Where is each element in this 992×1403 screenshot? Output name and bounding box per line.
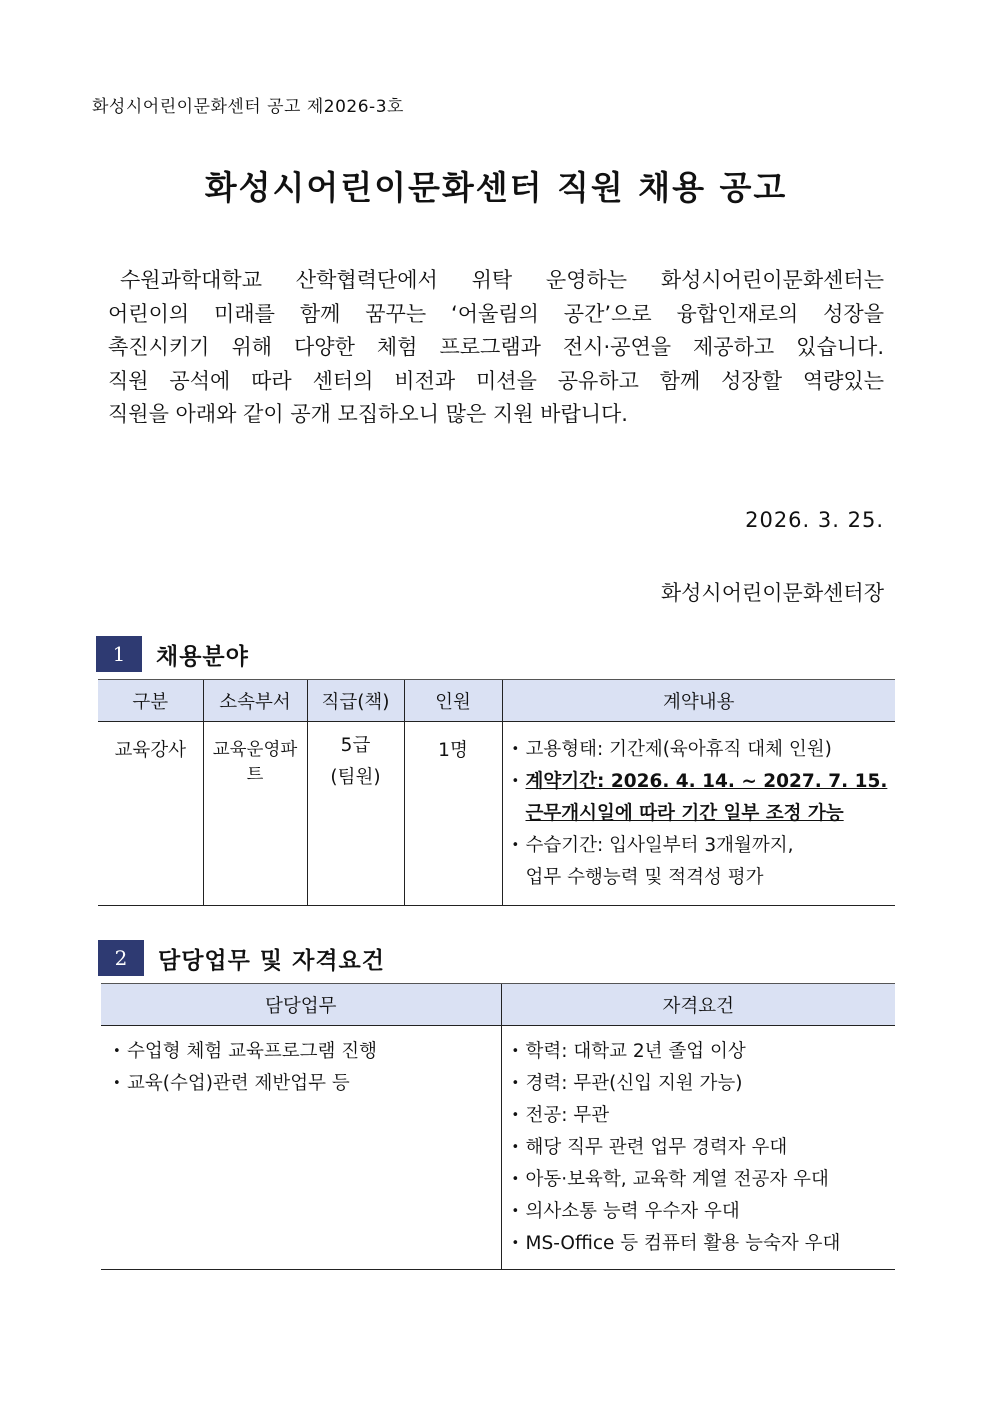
grade-line: 5급 <box>340 735 371 756</box>
intro-line: 촉진시키기 위해 다양한 체험 프로그램과 전시·공연을 제공하고 있습니다. <box>108 335 884 359</box>
section-number-badge: 1 <box>96 636 142 672</box>
duty-item: • 수업형 체험 교육프로그램 진행 <box>113 1036 501 1068</box>
header-headcount: 인원 <box>404 680 502 722</box>
intro-line: 직원 공석에 따라 센터의 비전과 미션을 공유하고 함께 성장할 역량있는 <box>108 368 884 393</box>
cell-contract <box>502 722 895 906</box>
header-qualifications: 자격요건 <box>501 984 895 1026</box>
cell-category: 교육강사 <box>98 722 203 906</box>
contract-probation: • 수습기간: 입사일부터 3개월까지, <box>512 830 896 862</box>
contract-employment-type: • 고용형태: 기간제(육아휴직 대체 인원) <box>512 734 896 766</box>
contract-period <box>512 766 896 798</box>
notice-number: 화성시어린이문화센터 공고 제2026-3호 <box>92 97 404 117</box>
qualification-item: • 전공: 무관 <box>512 1100 896 1132</box>
signer: 화성시어린이문화센터장 <box>660 581 884 605</box>
section1-heading <box>96 636 249 672</box>
section2-heading <box>98 940 385 976</box>
cell-grade <box>307 722 404 906</box>
contract-period-note-text: 근무개시일에 따라 기간 일부 조정 가능 <box>525 803 844 824</box>
contract-probation-note: 업무 수행능력 및 적격성 평가 <box>525 867 764 888</box>
header-grade: 직급(책) <box>307 680 404 722</box>
intro-line: 어린이의 미래를 함께 꿈꾸는 ‘어울림의 공간’으로 융합인재로의 성장을 <box>108 301 884 326</box>
duty-item: • 교육(수업)관련 제반업무 등 <box>113 1068 501 1100</box>
section-title: 담당업무 및 자격요건 <box>158 947 385 974</box>
section-title: 채용분야 <box>156 643 249 670</box>
grade-line: (팀원) <box>330 767 381 788</box>
qualification-item: • 경력: 무관(신입 지원 가능) <box>512 1068 896 1100</box>
contract-period-note <box>512 798 896 830</box>
recruitment-table <box>98 679 895 906</box>
page-title: 화성시어린이문화센터 직원 채용 공고 <box>204 168 788 207</box>
contract-period-text: 계약기간: 2026. 4. 14. ~ 2027. 7. 15. <box>525 771 888 792</box>
qualification-item: • 의사소통 능력 우수자 우대 <box>512 1196 896 1228</box>
intro-line: 수원과학대학교 산학협력단에서 위탁 운영하는 화성시어린이문화센터는 <box>120 268 884 292</box>
cell-department: 교육운영파트 <box>203 722 307 906</box>
duties-table <box>101 983 895 1270</box>
header-department: 소속부서 <box>203 680 307 722</box>
cell-headcount: 1명 <box>404 722 502 906</box>
section-number-badge: 2 <box>98 940 144 976</box>
header-category: 구분 <box>98 680 203 722</box>
notice-date: 2026. 3. 25. <box>745 508 884 532</box>
qualification-item: • 학력: 대학교 2년 졸업 이상 <box>512 1036 896 1068</box>
cell-duties <box>101 1026 501 1270</box>
intro-line: 직원을 아래와 같이 공개 모집하오니 많은 지원 바랍니다. <box>108 402 628 426</box>
intro-paragraph <box>108 264 884 432</box>
header-contract: 계약내용 <box>502 680 895 722</box>
qualification-item: • 아동·보육학, 교육학 계열 전공자 우대 <box>512 1164 896 1196</box>
qualification-item: • 해당 직무 관련 업무 경력자 우대 <box>512 1132 896 1164</box>
header-duties: 담당업무 <box>101 984 501 1026</box>
cell-qualifications <box>501 1026 895 1270</box>
qualification-item: • MS-Office 등 컴퓨터 활용 능숙자 우대 <box>512 1228 896 1260</box>
